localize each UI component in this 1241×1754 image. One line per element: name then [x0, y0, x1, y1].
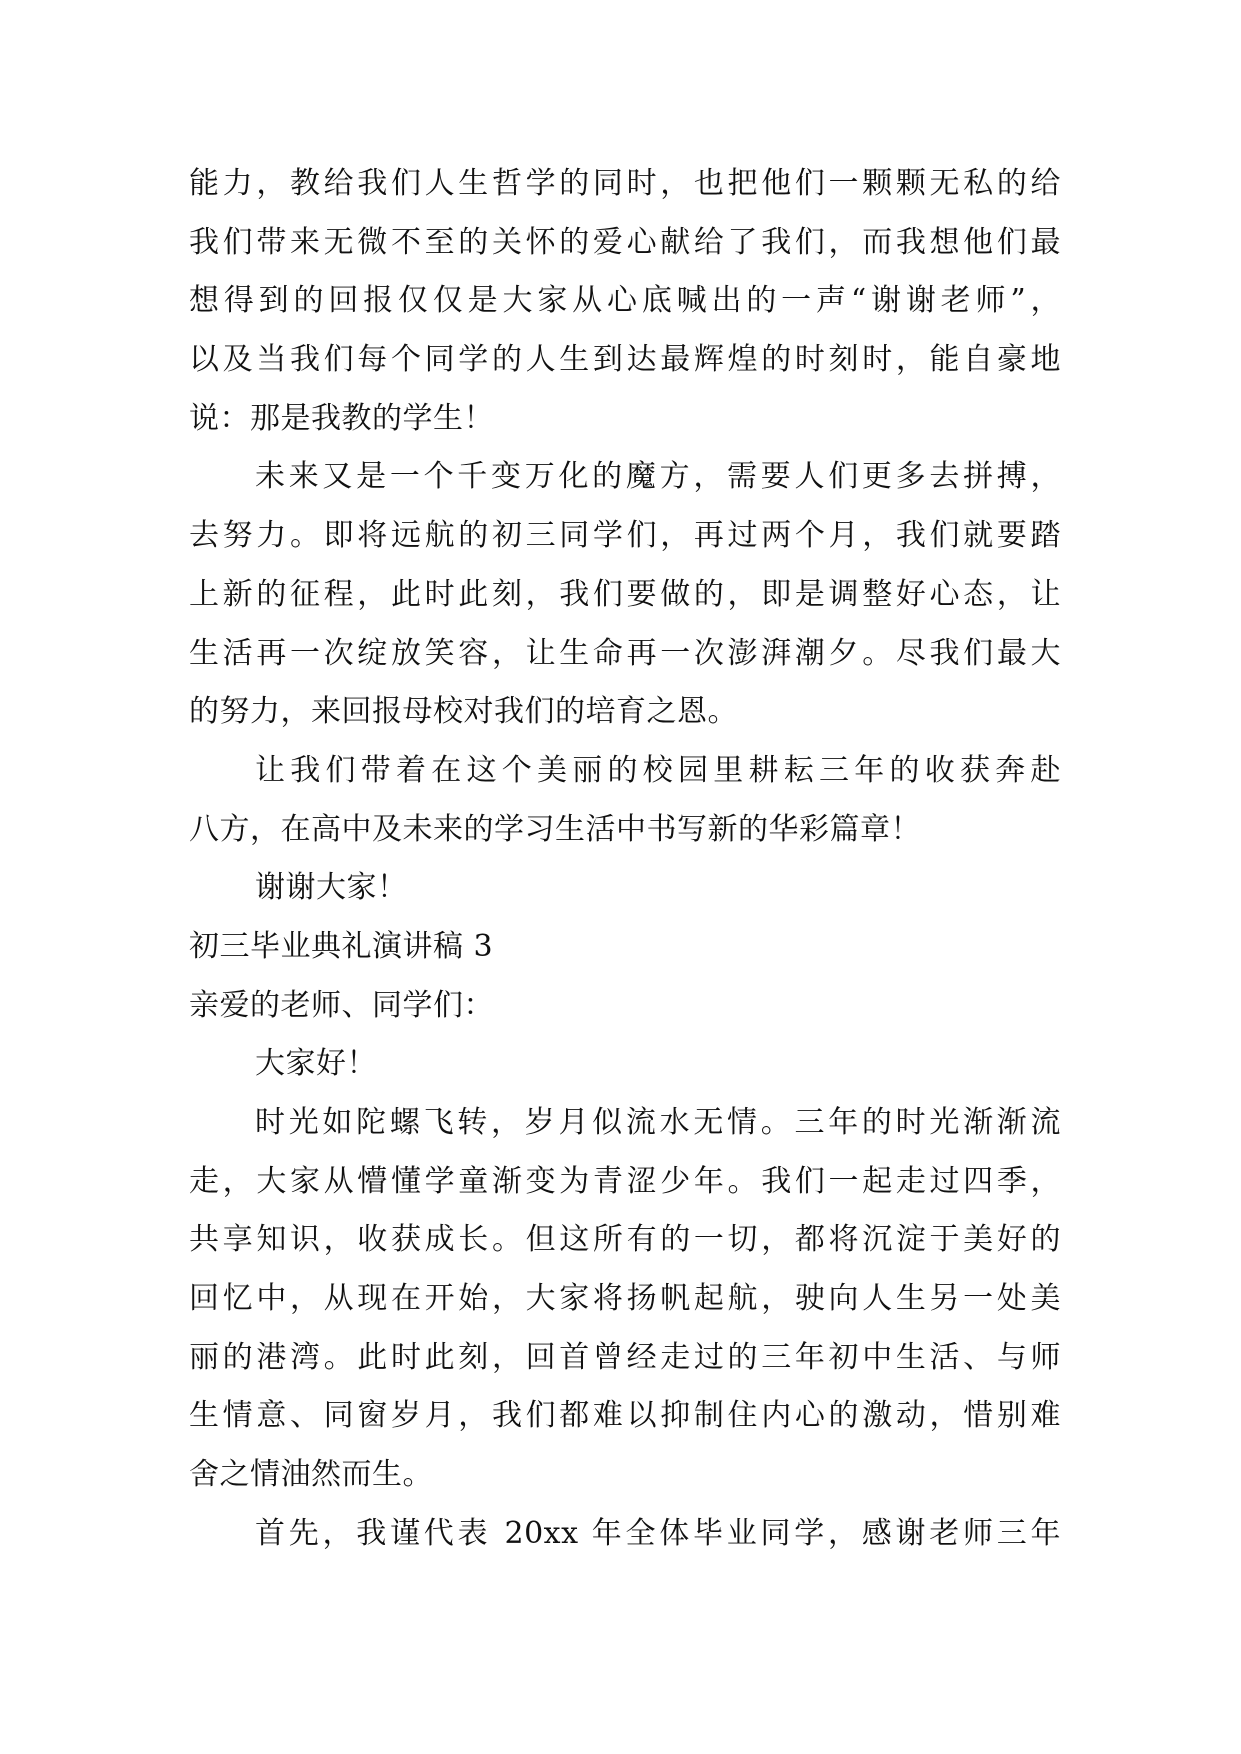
- text-line: 首先，我谨代表 20xx 年全体毕业同学，感谢老师三年: [255, 1515, 1061, 1551]
- text-line: 生情意、同窗岁月，我们都难以抑制住内心的激动，惜别难: [189, 1398, 1061, 1434]
- text-line: 舍之情油然而生。: [189, 1457, 433, 1493]
- text-line: 八方，在高中及未来的学习生活中书写新的华彩篇章！: [189, 811, 921, 847]
- text-line: 未来又是一个千变万化的魔方，需要人们更多去拼搏，: [255, 459, 1061, 495]
- text-line: 时光如陀螺飞转，岁月似流水无情。三年的时光渐渐流: [255, 1105, 1061, 1140]
- text-line: 能力，教给我们人生哲学的同时，也把他们一颗颗无私的给: [189, 166, 1061, 201]
- text-line: 生活再一次绽放笑容，让生命再一次澎湃潮夕。尽我们最大: [189, 635, 1061, 671]
- text-line: 以及当我们每个同学的人生到达最辉煌的时刻时，能自豪地: [189, 342, 1061, 378]
- text-line: 回忆中，从现在开始，大家将扬帆起航，驶向人生另一处美: [189, 1281, 1061, 1317]
- text-line: 共享知识，收获成长。但这所有的一切，都将沉淀于美好的: [189, 1222, 1061, 1258]
- text-line: 亲爱的老师、同学们：: [189, 987, 494, 1023]
- text-line: 丽的港湾。此时此刻，回首曾经走过的三年初中生活、与师: [189, 1339, 1061, 1375]
- text-line: 走，大家从懵懂学童渐变为青涩少年。我们一起走过四季，: [189, 1163, 1061, 1199]
- text-line: 的努力，来回报母校对我们的培育之恩。: [189, 694, 738, 730]
- text-line: 我们带来无微不至的关怀的爱心献给了我们，而我想他们最: [189, 224, 1061, 260]
- text-line: 谢谢大家！: [255, 870, 408, 906]
- text-line: 去努力。即将远航的初三同学们，再过两个月，我们就要踏: [189, 518, 1061, 554]
- document-body: [189, 155, 1061, 1564]
- text-line: 让我们带着在这个美丽的校园里耕耘三年的收获奔赴: [255, 752, 1061, 788]
- text-line: 上新的征程，此时此刻，我们要做的，即是调整好心态，让: [189, 576, 1061, 612]
- text-line: 想得到的回报仅仅是大家从心底喊出的一声“谢谢老师”，: [189, 283, 1061, 319]
- section-heading: 初三毕业典礼演讲稿 3: [189, 928, 494, 964]
- text-line: 说：那是我教的学生！: [189, 400, 494, 436]
- text-line: 大家好！: [255, 1046, 377, 1082]
